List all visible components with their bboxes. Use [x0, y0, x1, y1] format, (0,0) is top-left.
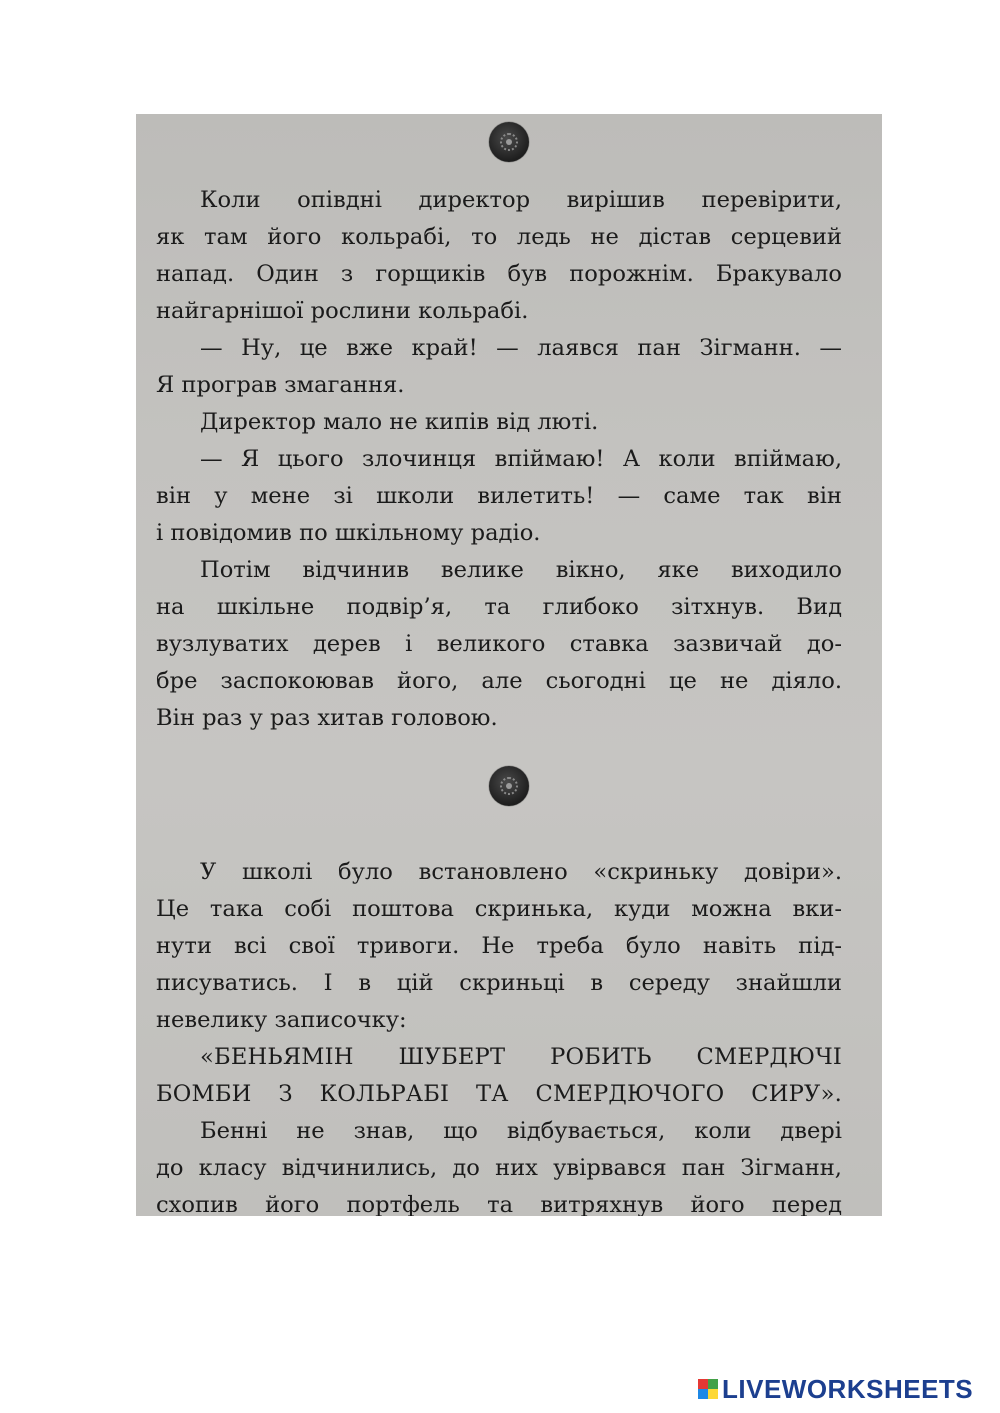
- text-line: Це така собі поштова скринька, куди можна вки-: [156, 896, 842, 922]
- text-line: як там його кольрабі, то ледь не дістав серцевий: [156, 224, 842, 250]
- text-line: У школі було встановлено «скриньку довіри».: [200, 859, 842, 885]
- text-line: схопив його портфель та витряхнув його перед: [156, 1192, 842, 1216]
- text-line: до класу відчинились, до них увірвався пан Зігманн,: [156, 1155, 842, 1181]
- note-line: «БЕНЬЯМІН ШУБЕРТ РОБИТЬ СМЕРДЮЧІ: [200, 1044, 842, 1070]
- text-line: нути всі свої тривоги. Не треба було навіть під-: [156, 933, 842, 959]
- section-2-text: [156, 854, 842, 1216]
- text-line: він у мене зі школи вилетить! — саме так він: [156, 483, 842, 509]
- text-line: вузлуватих дерев і великого ставка зазвичай до-: [156, 631, 842, 657]
- book-page-photo: [136, 114, 882, 1216]
- text-line: найгарнішої рослини кольрабі.: [156, 298, 529, 324]
- text-line: і повідомив по шкільному радіо.: [156, 520, 541, 546]
- text-line: — Я цього злочинця впіймаю! А коли впіймаю,: [200, 446, 842, 472]
- note-line: БОМБИ З КОЛЬРАБІ ТА СМЕРДЮЧОГО СИРУ».: [156, 1081, 842, 1107]
- text-line: невелику записочку:: [156, 1007, 407, 1033]
- text-line: Директор мало не кипів від люті.: [200, 409, 599, 435]
- section-divider-icon: [489, 766, 529, 806]
- text-line: — Ну, це вже край! — лаявся пан Зігманн. —: [200, 335, 842, 361]
- text-line: на шкільне подвір’я, та глибоко зітхнув. Вид: [156, 594, 842, 620]
- liveworksheets-logo-text: LIVEWORKSHEETS: [722, 1373, 974, 1404]
- section-divider-icon: [489, 122, 529, 162]
- text-line: Бенні не знав, що відбувається, коли двері: [200, 1118, 842, 1144]
- text-line: Він раз у раз хитав головою.: [156, 705, 498, 731]
- section-1-text: [156, 182, 842, 737]
- liveworksheets-logo: [698, 1371, 973, 1407]
- text-line: Я програв змагання.: [156, 372, 405, 398]
- text-line: писуватись. І в цій скриньці в середу знайшли: [156, 970, 842, 996]
- liveworksheets-logo-icon: [698, 1379, 718, 1399]
- text-line: Потім відчинив велике вікно, яке виходило: [200, 557, 842, 583]
- text-line: напад. Один з горщиків був порожнім. Бракувало: [156, 261, 842, 287]
- text-line: Коли опівдні директор вирішив перевірити,: [200, 187, 842, 213]
- text-line: бре заспокоював його, але сьогодні це не діяло.: [156, 668, 842, 694]
